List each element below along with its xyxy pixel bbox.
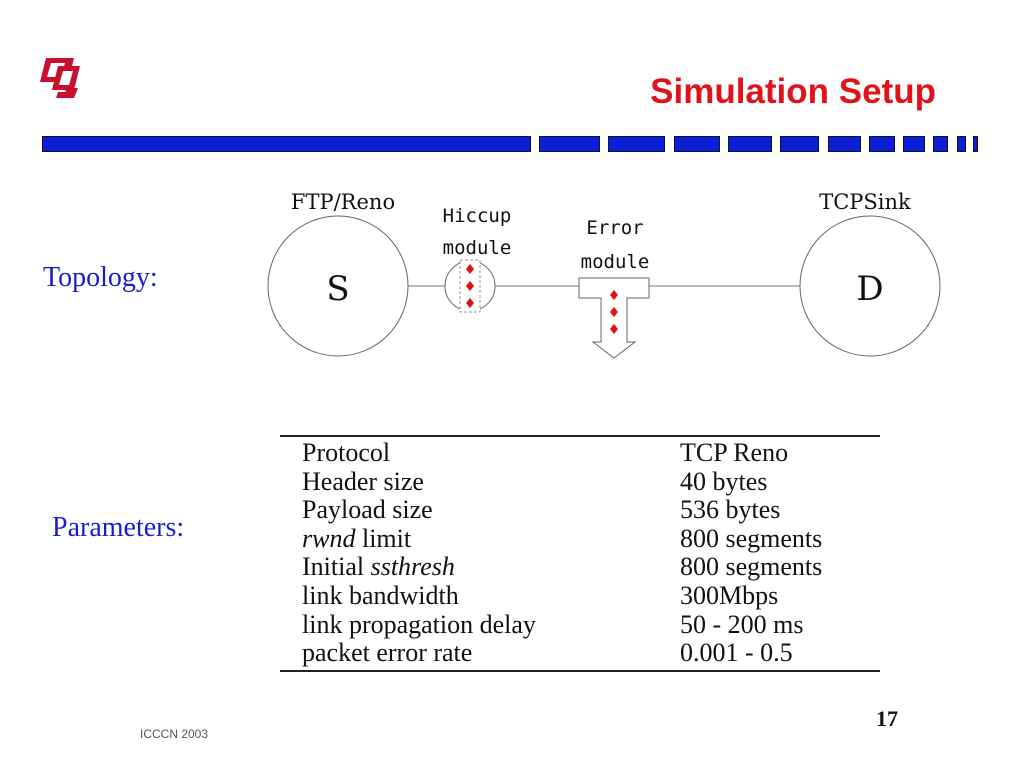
table-row	[280, 582, 880, 611]
table-row	[280, 611, 880, 640]
table-row	[280, 468, 880, 497]
param-value: 40 bytes	[680, 466, 768, 496]
title-divider-bars	[42, 135, 982, 155]
error-caption-line2: module	[580, 251, 650, 273]
table-row	[280, 639, 880, 671]
param-name: Header size	[302, 466, 424, 496]
param-name: Payload size	[302, 495, 433, 525]
param-value: 300Mbps	[680, 580, 779, 610]
slide-title: Simulation Setup	[650, 72, 936, 111]
param-name: link propagation delay	[302, 609, 536, 639]
ou-logo-icon	[34, 52, 86, 102]
footer-conference: ICCCN 2003	[140, 727, 209, 741]
parameters-table	[280, 435, 880, 672]
param-value: 800 segments	[680, 552, 823, 582]
hiccup-caption-line1: Hiccup	[442, 205, 512, 227]
sink-caption: TCPSink	[819, 190, 911, 214]
sink-letter: D	[856, 269, 884, 309]
param-value: 536 bytes	[680, 495, 781, 525]
param-name-prefix: Initial	[302, 552, 371, 582]
table-row	[280, 525, 880, 554]
param-value: TCP Reno	[680, 438, 789, 467]
error-caption-line1: Error	[586, 217, 644, 239]
table-row	[280, 496, 880, 525]
topology-diagram	[255, 180, 955, 370]
source-caption: FTP/Reno	[290, 190, 396, 214]
param-name-italic: rwnd	[302, 523, 356, 553]
param-name: link bandwidth	[302, 580, 459, 610]
param-value: 50 - 200 ms	[680, 609, 804, 639]
param-name-rest: limit	[355, 523, 412, 553]
table-row	[280, 553, 880, 582]
param-value: 0.001 - 0.5	[680, 638, 793, 668]
source-letter: S	[326, 269, 350, 309]
param-name: Protocol	[302, 438, 391, 467]
hiccup-caption-line2: module	[442, 237, 512, 259]
topology-label: Topology:	[43, 262, 158, 293]
page-number: 17	[876, 706, 898, 731]
table-row	[280, 436, 880, 468]
param-name	[280, 553, 680, 582]
parameters-label: Parameters:	[52, 512, 185, 543]
param-name-italic: ssthresh	[370, 552, 455, 582]
param-value: 800 segments	[680, 523, 823, 553]
param-name: packet error rate	[302, 638, 473, 668]
param-name	[280, 525, 680, 554]
